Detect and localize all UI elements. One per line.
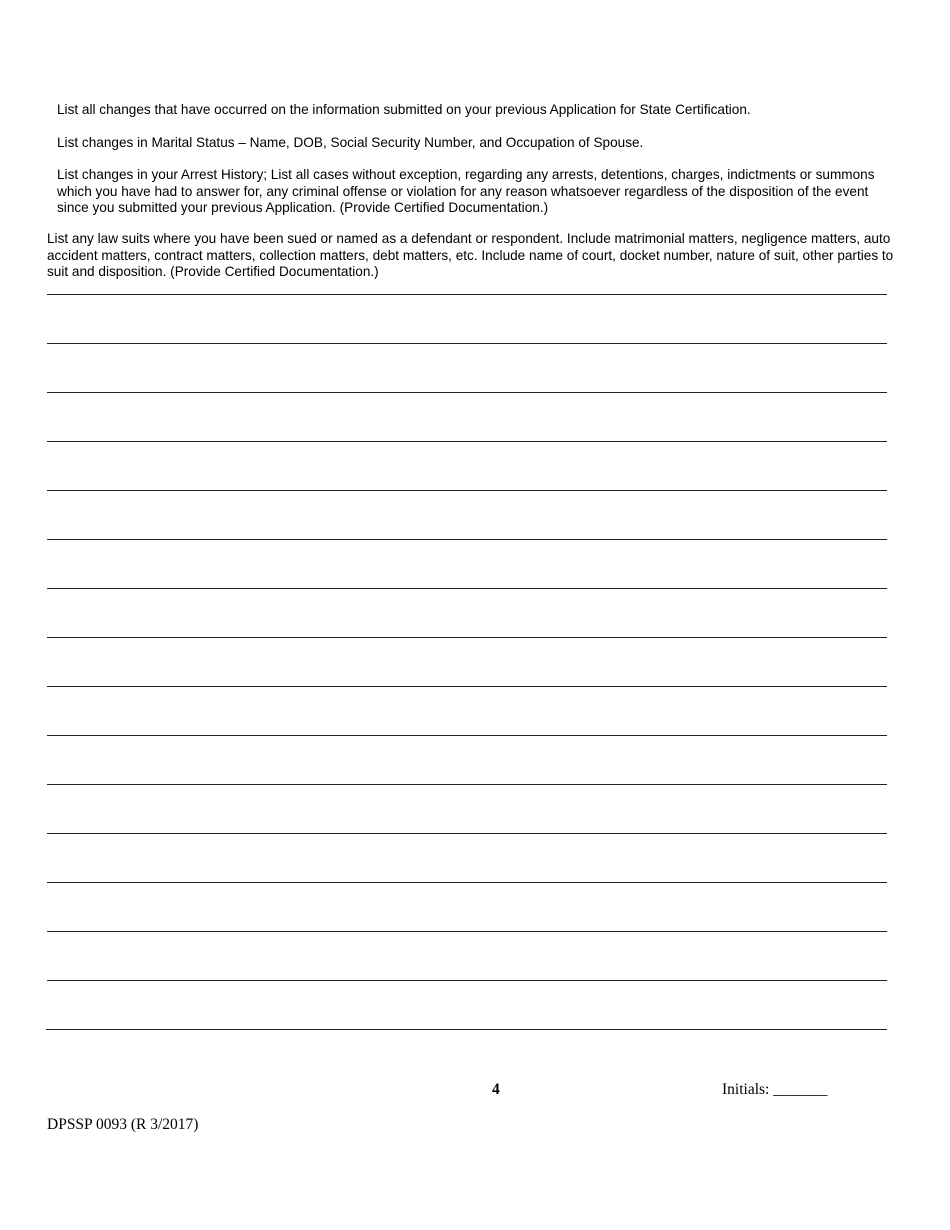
- instruction-law-suits: List any law suits where you have been sued or named as a defendant or respondent. Include matrimonial matters, negligence matters, auto accident matters, contract matters, collection matters, debt matters, etc. Include name of court, docket number, nature of suit, other parties to suit and disposition. (Provide Certified Documentation.): [47, 231, 894, 279]
- answer-line[interactable]: [47, 735, 887, 736]
- answer-line[interactable]: [47, 392, 887, 393]
- answer-line[interactable]: [47, 343, 887, 344]
- instruction-marital-status: List changes in Marital Status – Name, DOB, Social Security Number, and Occupation of Spouse.: [57, 135, 644, 150]
- answer-line[interactable]: [47, 588, 887, 589]
- answer-line[interactable]: [46, 1029, 887, 1030]
- answer-line[interactable]: [47, 539, 887, 540]
- answer-line[interactable]: [47, 833, 887, 834]
- answer-line[interactable]: [47, 637, 887, 638]
- answer-line[interactable]: [47, 490, 887, 491]
- answer-line[interactable]: [47, 441, 887, 442]
- answer-line[interactable]: [47, 931, 887, 932]
- page-number: 4: [492, 1081, 500, 1098]
- instruction-previous-application: List all changes that have occurred on the information submitted on your previous Application for State Certification.: [57, 102, 751, 117]
- form-id: DPSSP 0093 (R 3/2017): [47, 1116, 199, 1133]
- answer-line[interactable]: [47, 686, 887, 687]
- answer-line[interactable]: [47, 784, 887, 785]
- answer-line[interactable]: [47, 980, 887, 981]
- instruction-arrest-history: List changes in your Arrest History; List all cases without exception, regarding any arrests, detentions, charges, indictments or summons which you have had to answer for, any criminal offense or violation for any reason whatsoever regardless of the disposition of the event since you submitted your previous Application. (Provide Certified Documentation.): [57, 167, 875, 215]
- initials-field[interactable]: Initials: _______: [722, 1081, 828, 1098]
- answer-line[interactable]: [47, 294, 887, 295]
- answer-line[interactable]: [47, 882, 887, 883]
